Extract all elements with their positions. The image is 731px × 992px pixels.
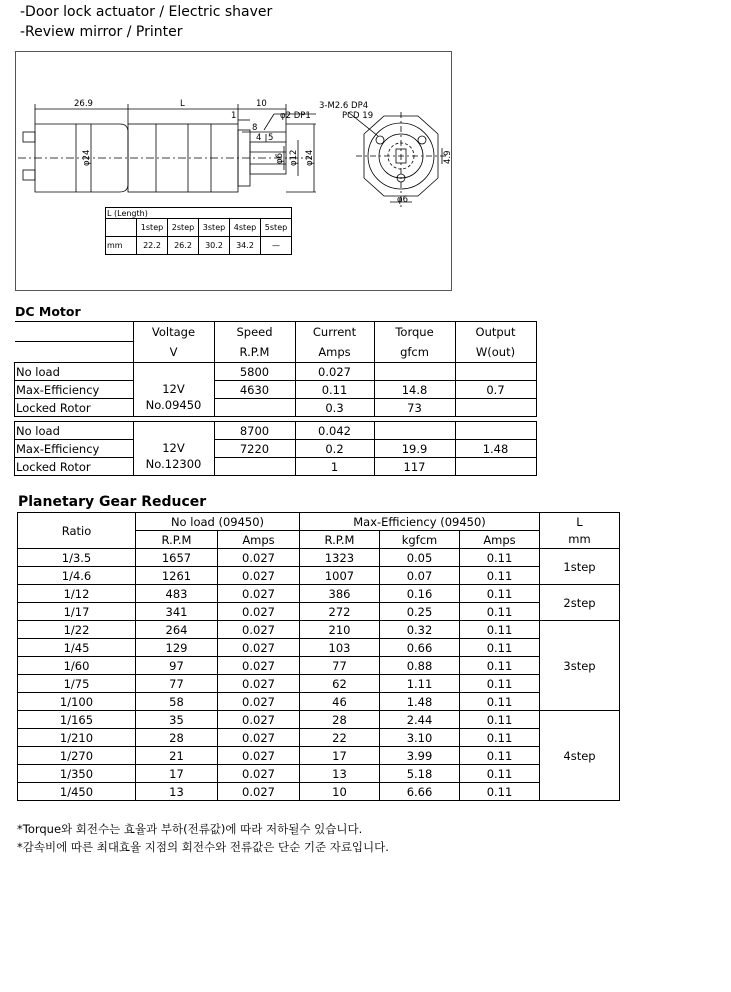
gear-noload-amps: 0.027 xyxy=(218,549,300,567)
gear-maxeff-rpm: 77 xyxy=(300,657,380,675)
dim-4: 4 xyxy=(256,133,262,143)
gear-noload-amps: 0.027 xyxy=(218,657,300,675)
gear-maxeff-rpm: 386 xyxy=(300,585,380,603)
dc-row-label: Max-Efficiency xyxy=(15,440,134,458)
gear-maxeff-amps: 0.11 xyxy=(460,657,540,675)
gear-maxeff-rpm: 13 xyxy=(300,765,380,783)
dc-motor-title: DC Motor xyxy=(15,304,81,319)
gear-header-amps-2: Amps xyxy=(460,531,540,549)
gear-noload-rpm: 97 xyxy=(136,657,218,675)
gear-reducer-table xyxy=(17,512,620,801)
gear-maxeff-amps: 0.11 xyxy=(460,567,540,585)
dc-unit-speed: R.P.M xyxy=(214,342,295,363)
gear-maxeff-rpm: 62 xyxy=(300,675,380,693)
length-cell-5step: — xyxy=(261,237,292,255)
gear-ratio: 1/45 xyxy=(18,639,136,657)
gear-maxeff-torque: 1.48 xyxy=(380,693,460,711)
gear-noload-amps: 0.027 xyxy=(218,585,300,603)
length-header-3step: 3step xyxy=(199,219,230,237)
gear-maxeff-torque: 0.25 xyxy=(380,603,460,621)
gear-maxeff-rpm: 10 xyxy=(300,783,380,801)
dc-voltage-value: 12V xyxy=(162,381,185,396)
motor-drawing xyxy=(15,51,452,291)
dc-speed: 4630 xyxy=(214,381,295,399)
dc-row-label: Max-Efficiency xyxy=(15,381,134,399)
dc-output: 0.7 xyxy=(455,381,536,399)
dc-current: 1 xyxy=(295,458,374,476)
gear-maxeff-torque: 0.16 xyxy=(380,585,460,603)
gear-step-cell: 4step xyxy=(540,711,620,801)
gear-noload-rpm: 35 xyxy=(136,711,218,729)
gear-noload-rpm: 77 xyxy=(136,675,218,693)
dc-header-speed: Speed xyxy=(214,322,295,342)
dc-unit-voltage: V xyxy=(133,342,214,363)
gear-header-ratio: Ratio xyxy=(18,513,136,549)
dc-speed xyxy=(214,458,295,476)
gear-noload-amps: 0.027 xyxy=(218,567,300,585)
dim-pcd: PCD 19 xyxy=(342,111,374,121)
dc-unit-torque: gfcm xyxy=(374,342,455,363)
gear-header-kgfcm: kgfcm xyxy=(380,531,460,549)
dc-output xyxy=(455,399,536,417)
gear-noload-rpm: 17 xyxy=(136,765,218,783)
dc-current: 0.3 xyxy=(295,399,374,417)
gear-maxeff-torque: 6.66 xyxy=(380,783,460,801)
dim-body-dia: φ24 xyxy=(82,149,92,166)
gear-noload-amps: 0.027 xyxy=(218,693,300,711)
gear-header-mm: mm xyxy=(540,531,620,549)
dc-unit-current: Amps xyxy=(295,342,374,363)
gear-reducer-title: Planetary Gear Reducer xyxy=(18,494,207,510)
dc-current: 0.027 xyxy=(295,363,374,381)
dc-output xyxy=(455,363,536,381)
gear-maxeff-amps: 0.11 xyxy=(460,693,540,711)
gear-step-cell: 1step xyxy=(540,549,620,585)
dim-body-length: 26.9 xyxy=(74,99,93,109)
dc-current: 0.2 xyxy=(295,440,374,458)
gear-maxeff-rpm: 22 xyxy=(300,729,380,747)
gear-noload-amps: 0.027 xyxy=(218,747,300,765)
application-line-2: -Review mirror / Printer xyxy=(20,24,183,40)
gear-table-row xyxy=(18,549,620,567)
gear-noload-rpm: 13 xyxy=(136,783,218,801)
gear-maxeff-amps: 0.11 xyxy=(460,639,540,657)
length-header-2step: 2step xyxy=(168,219,199,237)
gear-table-row xyxy=(18,765,620,783)
dim-dia24: φ24 xyxy=(305,149,315,166)
gear-maxeff-torque: 0.32 xyxy=(380,621,460,639)
dc-torque: 14.8 xyxy=(374,381,455,399)
dc-speed: 8700 xyxy=(214,422,295,440)
dc-header-blank xyxy=(15,322,134,342)
note-line-1: *Torque와 회전수는 효율과 부하(전류값)에 따라 저하될수 있습니다. xyxy=(17,822,363,836)
length-header-5step: 5step xyxy=(261,219,292,237)
dc-current: 0.042 xyxy=(295,422,374,440)
gear-maxeff-amps: 0.11 xyxy=(460,675,540,693)
dc-torque: 117 xyxy=(374,458,455,476)
gear-noload-amps: 0.027 xyxy=(218,603,300,621)
gear-maxeff-amps: 0.11 xyxy=(460,603,540,621)
dc-speed: 7220 xyxy=(214,440,295,458)
dc-header-current: Current xyxy=(295,322,374,342)
gear-noload-rpm: 58 xyxy=(136,693,218,711)
gear-maxeff-rpm: 103 xyxy=(300,639,380,657)
gear-maxeff-torque: 0.88 xyxy=(380,657,460,675)
gear-ratio: 1/210 xyxy=(18,729,136,747)
dc-output: 1.48 xyxy=(455,440,536,458)
dc-torque: 19.9 xyxy=(374,440,455,458)
length-cell-2step: 26.2 xyxy=(168,237,199,255)
dc-row-label: No load xyxy=(15,363,134,381)
gear-noload-rpm: 483 xyxy=(136,585,218,603)
gear-noload-rpm: 21 xyxy=(136,747,218,765)
dc-voltage-cell xyxy=(133,422,214,476)
gear-table-row xyxy=(18,783,620,801)
dim-mounting-holes: 3-M2.6 DP4 xyxy=(319,101,369,111)
dc-header-output: Output xyxy=(455,322,536,342)
dc-row-label: Locked Rotor xyxy=(15,399,134,417)
gear-ratio: 1/22 xyxy=(18,621,136,639)
dc-output xyxy=(455,458,536,476)
gear-maxeff-rpm: 17 xyxy=(300,747,380,765)
dc-unit-output: W(out) xyxy=(455,342,536,363)
gear-ratio: 1/3.5 xyxy=(18,549,136,567)
gear-ratio: 1/350 xyxy=(18,765,136,783)
gear-maxeff-rpm: 272 xyxy=(300,603,380,621)
gear-table-row xyxy=(18,675,620,693)
dim-b: 8 xyxy=(252,123,258,133)
dc-voltage-cell xyxy=(133,363,214,417)
length-cell-1step: 22.2 xyxy=(137,237,168,255)
gear-header-noload: No load (09450) xyxy=(136,513,300,531)
gear-maxeff-rpm: 46 xyxy=(300,693,380,711)
gear-header-rpm-2: R.P.M xyxy=(300,531,380,549)
gear-maxeff-amps: 0.11 xyxy=(460,549,540,567)
gear-ratio: 1/17 xyxy=(18,603,136,621)
gear-maxeff-rpm: 1323 xyxy=(300,549,380,567)
gear-table-row xyxy=(18,657,620,675)
gear-ratio: 1/4.6 xyxy=(18,567,136,585)
gear-maxeff-amps: 0.11 xyxy=(460,765,540,783)
gear-maxeff-rpm: 210 xyxy=(300,621,380,639)
length-row-unit: mm xyxy=(106,237,137,255)
gear-header-rpm: R.P.M xyxy=(136,531,218,549)
gear-table-row xyxy=(18,585,620,603)
gear-noload-amps: 0.027 xyxy=(218,729,300,747)
dim-l: L xyxy=(180,99,185,109)
gear-noload-amps: 0.027 xyxy=(218,639,300,657)
dim-dia12: φ12 xyxy=(289,149,299,166)
gear-ratio: 1/165 xyxy=(18,711,136,729)
gear-noload-amps: 0.027 xyxy=(218,765,300,783)
gear-noload-amps: 0.027 xyxy=(218,711,300,729)
gear-noload-amps: 0.027 xyxy=(218,675,300,693)
gear-maxeff-torque: 0.05 xyxy=(380,549,460,567)
gear-table-row xyxy=(18,693,620,711)
dc-header-voltage: Voltage xyxy=(133,322,214,342)
gear-table-row xyxy=(18,621,620,639)
dc-row-label: No load xyxy=(15,422,134,440)
gear-ratio: 1/60 xyxy=(18,657,136,675)
gear-noload-amps: 0.027 xyxy=(218,621,300,639)
gear-maxeff-torque: 0.66 xyxy=(380,639,460,657)
gear-maxeff-rpm: 28 xyxy=(300,711,380,729)
length-header-1step: 1step xyxy=(137,219,168,237)
dc-torque xyxy=(374,363,455,381)
gear-maxeff-torque: 1.11 xyxy=(380,675,460,693)
dc-model-number: No.12300 xyxy=(145,456,202,471)
gear-ratio: 1/12 xyxy=(18,585,136,603)
gear-header-l: L xyxy=(540,513,620,531)
dim-dia6: φ6 xyxy=(275,152,285,164)
length-table xyxy=(105,207,292,255)
gear-ratio: 1/450 xyxy=(18,783,136,801)
gear-noload-rpm: 28 xyxy=(136,729,218,747)
gear-maxeff-amps: 0.11 xyxy=(460,711,540,729)
application-line-1: -Door lock actuator / Electric shaver xyxy=(20,4,273,20)
length-cell-3step: 30.2 xyxy=(199,237,230,255)
gear-table-row xyxy=(18,639,620,657)
length-table-title: L (Length) xyxy=(106,208,292,219)
gear-header-maxeff: Max-Efficiency (09450) xyxy=(300,513,540,531)
gear-noload-amps: 0.027 xyxy=(218,783,300,801)
dc-output xyxy=(455,422,536,440)
dc-speed: 5800 xyxy=(214,363,295,381)
gear-maxeff-amps: 0.11 xyxy=(460,783,540,801)
gear-ratio: 1/270 xyxy=(18,747,136,765)
dim-front-height: 4.9 xyxy=(443,150,453,164)
gear-ratio: 1/100 xyxy=(18,693,136,711)
length-header-blank xyxy=(106,219,137,237)
dc-voltage-value: 12V xyxy=(162,440,185,455)
gear-maxeff-amps: 0.11 xyxy=(460,621,540,639)
dc-speed xyxy=(214,399,295,417)
length-cell-4step: 34.2 xyxy=(230,237,261,255)
note-line-2: *감속비에 따른 최대효율 지점의 회전수와 전류값은 단순 기준 자료입니다. xyxy=(17,840,389,854)
gear-maxeff-torque: 0.07 xyxy=(380,567,460,585)
gear-maxeff-rpm: 1007 xyxy=(300,567,380,585)
dc-torque xyxy=(374,422,455,440)
gear-maxeff-torque: 2.44 xyxy=(380,711,460,729)
gear-ratio: 1/75 xyxy=(18,675,136,693)
gear-table-row xyxy=(18,567,620,585)
dc-model-number: No.09450 xyxy=(145,397,202,412)
gear-maxeff-amps: 0.11 xyxy=(460,729,540,747)
gear-noload-rpm: 341 xyxy=(136,603,218,621)
dc-header-blank-2 xyxy=(15,342,134,363)
gear-table-row xyxy=(18,729,620,747)
dc-header-torque: Torque xyxy=(374,322,455,342)
dc-row-label: Locked Rotor xyxy=(15,458,134,476)
length-header-4step: 4step xyxy=(230,219,261,237)
gear-maxeff-torque: 3.99 xyxy=(380,747,460,765)
gear-table-row xyxy=(18,603,620,621)
gear-noload-rpm: 264 xyxy=(136,621,218,639)
dim-one: 1 xyxy=(231,111,237,121)
dc-torque: 73 xyxy=(374,399,455,417)
dim-5: 5 xyxy=(268,133,274,143)
gear-step-cell: 2step xyxy=(540,585,620,621)
gear-maxeff-amps: 0.11 xyxy=(460,747,540,765)
gear-noload-rpm: 129 xyxy=(136,639,218,657)
gear-maxeff-torque: 5.18 xyxy=(380,765,460,783)
dim-shaft: 10 xyxy=(256,99,267,109)
dc-current: 0.11 xyxy=(295,381,374,399)
gear-maxeff-amps: 0.11 xyxy=(460,585,540,603)
dim-hole: φ2 DP1 xyxy=(280,111,311,121)
gear-table-row xyxy=(18,747,620,765)
gear-header-amps: Amps xyxy=(218,531,300,549)
dc-motor-table xyxy=(14,321,537,476)
gear-noload-rpm: 1657 xyxy=(136,549,218,567)
gear-step-cell: 3step xyxy=(540,621,620,711)
gear-noload-rpm: 1261 xyxy=(136,567,218,585)
gear-maxeff-torque: 3.10 xyxy=(380,729,460,747)
gear-table-row xyxy=(18,711,620,729)
dim-front-dia: φ6 xyxy=(397,195,409,205)
